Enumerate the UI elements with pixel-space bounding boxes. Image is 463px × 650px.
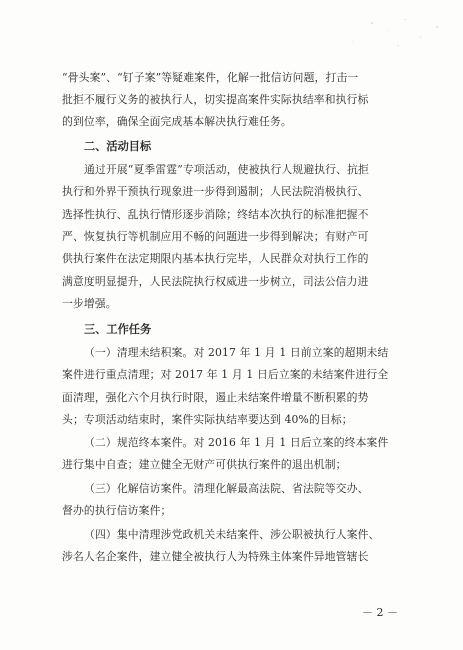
task-item-3-line: 督办的执行信访案件； [62, 504, 172, 517]
scan-speck [404, 19, 406, 20]
goals-line: 满意度明显提升，人民法院执行权威进一步树立，司法公信力进 [62, 275, 369, 288]
task-item-2-line: 进行集中自查；建立健全无财产可供执行案件的退出机制； [62, 458, 347, 471]
task-item-3-line: （三）化解信访案件。清理化解最高法院、省法院等交办、 [84, 482, 369, 495]
task-item-2-line: （二）规范终本案件。对 2016 年 1 月 1 日后立案的终本案件 [84, 436, 389, 449]
goals-line: 执行和外界干预执行现象进一步得到遏制；人民法院消极执行、 [62, 185, 369, 198]
task-item-1-line: 案件进行重点清理；对 2017 年 1 月 1 日后立案的未结案件进行全 [62, 368, 389, 381]
scan-speck [420, 36, 421, 38]
page-number: － 2 － [362, 606, 398, 619]
goals-line: 选择性执行、乱执行情形逐步消除；终结本次执行的标准把握不 [62, 208, 369, 221]
scan-speck [371, 22, 373, 24]
scan-speck [388, 30, 389, 31]
scan-speck [352, 41, 353, 42]
goals-line: 通过开展“夏季雷霆”专项活动，使被执行人规避执行、抗拒 [84, 163, 370, 176]
task-item-1-line: （一）清理未结积案。对 2017 年 1 月 1 日前立案的超期未结 [84, 346, 389, 359]
intro-line: 的到位率，确保全面完成基本解决执行难任务。 [62, 115, 292, 128]
task-item-4-line: 涉名人名企案件，建立健全被执行人为特殊主体案件异地管辖长 [62, 550, 369, 563]
goals-line: 严、恢复执行等机制应用不畅的问题进一步得到解决；有财产可 [62, 230, 369, 243]
intro-line: “骨头案”、“钉子案”等疑难案件，化解一批信访问题，打击一 [62, 71, 359, 84]
section-heading-goals: 二、活动目标 [84, 140, 152, 153]
goals-line: 供执行案件在法定期限内基本执行完毕，人民群众对执行工作的 [62, 252, 369, 265]
scan-speck [436, 26, 438, 28]
scan-speck [397, 45, 399, 46]
task-item-4-line: （四）集中清理涉党政机关未结案件、涉公职被执行人案件、 [84, 528, 380, 541]
task-item-1-line: 面清理，强化六个月执行时限，遏止未结案件增量不断积累的势 [62, 391, 369, 404]
goals-line: 一步增强。 [62, 297, 117, 310]
intro-line: 批拒不履行义务的被执行人，切实提高案件实际执结率和执行标 [62, 93, 369, 106]
section-heading-tasks: 三、工作任务 [84, 323, 152, 336]
task-item-1-line: 头；专项活动结束时，案件实际执结率要达到 40%的目标； [62, 413, 353, 426]
